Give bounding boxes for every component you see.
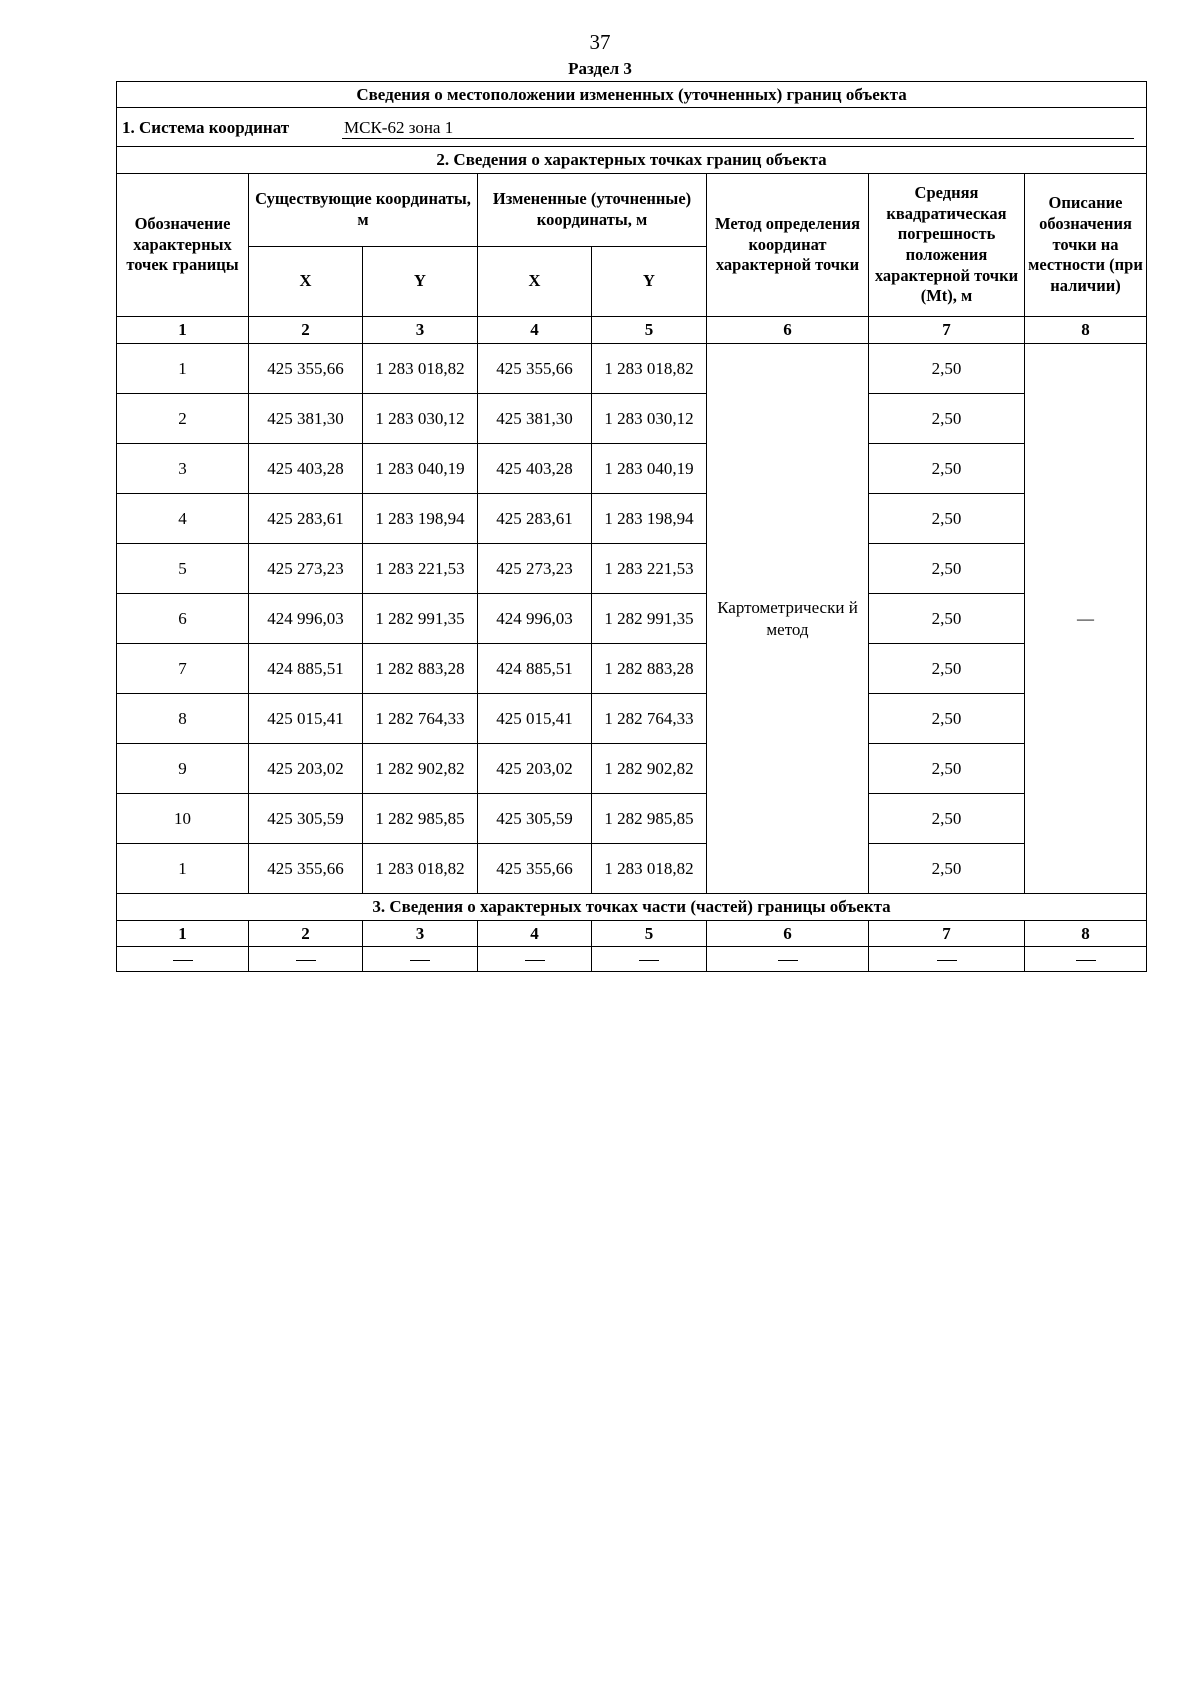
cell-ex-y: 1 283 040,19 <box>363 444 478 494</box>
cell-description: — <box>1025 344 1147 894</box>
header-method: Метод определения координат характерной точки <box>707 174 869 317</box>
cell-ch-y: 1 283 030,12 <box>592 394 707 444</box>
header-changed-y: Y <box>592 247 707 317</box>
cell-ex-x: 424 996,03 <box>249 594 363 644</box>
cell-ch-x: 425 283,61 <box>478 494 592 544</box>
cell-ex-x: 425 381,30 <box>249 394 363 444</box>
cell-ch-y: 1 282 764,33 <box>592 694 707 744</box>
cell-point: 9 <box>117 744 249 794</box>
parts-column-number-7: 7 <box>869 921 1025 947</box>
parts-column-number-6: 6 <box>707 921 869 947</box>
cell-ex-x: 425 355,66 <box>249 844 363 894</box>
page-number: 37 <box>589 30 611 54</box>
cell-ch-x: 425 305,59 <box>478 794 592 844</box>
cell-ex-y: 1 282 902,82 <box>363 744 478 794</box>
header-changed-coords: Измененные (уточненные) координаты, м <box>478 174 707 247</box>
cell-mt: 2,50 <box>869 844 1025 894</box>
cell-ch-y: 1 283 221,53 <box>592 544 707 594</box>
table-row <box>117 844 1147 894</box>
table-row <box>117 744 1147 794</box>
cell-ex-x: 424 885,51 <box>249 644 363 694</box>
dash-mark <box>639 960 659 961</box>
column-number-3: 3 <box>363 317 478 344</box>
column-number-2: 2 <box>249 317 363 344</box>
cell-ch-x: 425 355,66 <box>478 844 592 894</box>
cell-ex-y: 1 283 018,82 <box>363 844 478 894</box>
cell-ex-x: 425 305,59 <box>249 794 363 844</box>
table-row <box>117 544 1147 594</box>
cell-point: 1 <box>117 344 249 394</box>
cell-ch-x: 424 885,51 <box>478 644 592 694</box>
dash-mark <box>410 960 430 961</box>
header-existing-x: X <box>249 247 363 317</box>
header-designation: Обозначение характерных точек границы <box>117 174 249 317</box>
column-number-7: 7 <box>869 317 1025 344</box>
cell-ch-x: 424 996,03 <box>478 594 592 644</box>
cell-point: 3 <box>117 444 249 494</box>
parts-column-number-4: 4 <box>478 921 592 947</box>
column-number-4: 4 <box>478 317 592 344</box>
cell-point: 4 <box>117 494 249 544</box>
table-title: Сведения о местоположении измененных (уточненных) границ объекта <box>117 82 1147 108</box>
table-row <box>117 594 1147 644</box>
cell-ch-x: 425 273,23 <box>478 544 592 594</box>
dash-mark <box>937 960 957 961</box>
parts-empty-cell <box>363 947 478 972</box>
table-row <box>117 694 1147 744</box>
cell-ex-x: 425 203,02 <box>249 744 363 794</box>
cell-mt: 2,50 <box>869 594 1025 644</box>
cell-ex-y: 1 282 991,35 <box>363 594 478 644</box>
cell-mt: 2,50 <box>869 644 1025 694</box>
cell-ex-x: 425 403,28 <box>249 444 363 494</box>
dash-mark <box>296 960 316 961</box>
cell-ex-x: 425 355,66 <box>249 344 363 394</box>
cell-mt: 2,50 <box>869 544 1025 594</box>
table-row <box>117 344 1147 394</box>
cell-mt: 2,50 <box>869 344 1025 394</box>
table-row <box>117 394 1147 444</box>
parts-empty-cell <box>707 947 869 972</box>
parts-column-number-3: 3 <box>363 921 478 947</box>
parts-column-number-1: 1 <box>117 921 249 947</box>
parts-column-number-2: 2 <box>249 921 363 947</box>
parts-column-numbers-row <box>117 921 1147 947</box>
parts-empty-cell <box>869 947 1025 972</box>
cell-point: 5 <box>117 544 249 594</box>
column-number-8: 8 <box>1025 317 1147 344</box>
cell-ch-x: 425 355,66 <box>478 344 592 394</box>
dash-mark <box>525 960 545 961</box>
cell-ex-x: 425 273,23 <box>249 544 363 594</box>
cell-point: 7 <box>117 644 249 694</box>
cell-ch-y: 1 283 018,82 <box>592 844 707 894</box>
cell-point: 10 <box>117 794 249 844</box>
cell-mt: 2,50 <box>869 744 1025 794</box>
cell-point: 1 <box>117 844 249 894</box>
parts-empty-cell <box>249 947 363 972</box>
cell-ex-y: 1 283 018,82 <box>363 344 478 394</box>
column-number-6: 6 <box>707 317 869 344</box>
cell-ch-x: 425 015,41 <box>478 694 592 744</box>
cell-point: 6 <box>117 594 249 644</box>
coord-system-label: 1. Система координат <box>122 117 290 137</box>
cell-ch-y: 1 282 883,28 <box>592 644 707 694</box>
parts-section-title: 3. Сведения о характерных точках части (частей) границы объекта <box>117 894 1147 921</box>
table-row <box>117 644 1147 694</box>
cell-ex-y: 1 283 030,12 <box>363 394 478 444</box>
header-error: Средняя квадратическая погрешность положения характерной точки (Mt), м <box>869 174 1025 317</box>
parts-empty-row <box>117 947 1147 972</box>
cell-ex-x: 425 283,61 <box>249 494 363 544</box>
dash-mark <box>1076 960 1096 961</box>
dash-mark <box>778 960 798 961</box>
dash-mark <box>173 960 193 961</box>
cell-ex-y: 1 283 198,94 <box>363 494 478 544</box>
cell-ex-y: 1 282 883,28 <box>363 644 478 694</box>
cell-mt: 2,50 <box>869 394 1025 444</box>
header-changed-x: X <box>478 247 592 317</box>
cell-ch-x: 425 381,30 <box>478 394 592 444</box>
cell-ch-y: 1 282 991,35 <box>592 594 707 644</box>
header-existing-coords: Существующие координаты, м <box>249 174 478 247</box>
parts-empty-cell <box>478 947 592 972</box>
cell-ch-y: 1 282 902,82 <box>592 744 707 794</box>
table-row <box>117 444 1147 494</box>
cell-mt: 2,50 <box>869 694 1025 744</box>
section-title: Раздел 3 <box>568 59 632 78</box>
cell-ch-y: 1 283 040,19 <box>592 444 707 494</box>
cell-ex-y: 1 283 221,53 <box>363 544 478 594</box>
parts-empty-cell <box>1025 947 1147 972</box>
points-section-title: 2. Сведения о характерных точках границ объекта <box>117 147 1147 174</box>
cell-ex-x: 425 015,41 <box>249 694 363 744</box>
cell-mt: 2,50 <box>869 444 1025 494</box>
cell-point: 8 <box>117 694 249 744</box>
column-numbers-row <box>117 317 1147 344</box>
cell-ch-y: 1 283 198,94 <box>592 494 707 544</box>
header-description: Описание обозначения точки на местности (при наличии) <box>1025 174 1147 317</box>
parts-empty-cell <box>117 947 249 972</box>
cell-ex-y: 1 282 985,85 <box>363 794 478 844</box>
coord-system-row <box>117 108 1147 147</box>
parts-column-number-5: 5 <box>592 921 707 947</box>
column-number-1: 1 <box>117 317 249 344</box>
boundary-table <box>116 81 1147 972</box>
table-row <box>117 794 1147 844</box>
cell-method: Картометрически й метод <box>707 344 869 894</box>
column-number-5: 5 <box>592 317 707 344</box>
cell-mt: 2,50 <box>869 494 1025 544</box>
coord-system-value: МСК-62 зона 1 <box>342 117 1134 139</box>
table-row <box>117 494 1147 544</box>
cell-mt: 2,50 <box>869 794 1025 844</box>
parts-empty-cell <box>592 947 707 972</box>
cell-ch-y: 1 282 985,85 <box>592 794 707 844</box>
cell-ch-x: 425 403,28 <box>478 444 592 494</box>
parts-column-number-8: 8 <box>1025 921 1147 947</box>
header-existing-y: Y <box>363 247 478 317</box>
cell-ch-x: 425 203,02 <box>478 744 592 794</box>
cell-point: 2 <box>117 394 249 444</box>
cell-ch-y: 1 283 018,82 <box>592 344 707 394</box>
cell-ex-y: 1 282 764,33 <box>363 694 478 744</box>
